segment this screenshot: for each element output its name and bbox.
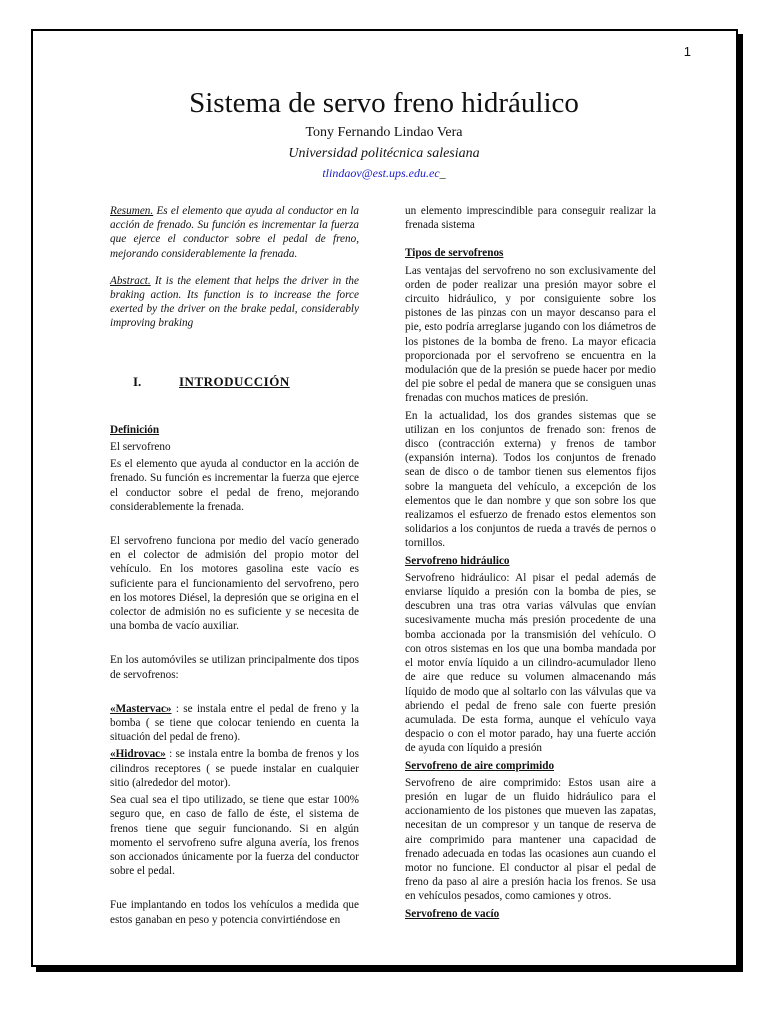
paragraph: Las ventajas del servofreno no son exclusivamente del orden de poder realizar una presión mayor sobre el circuito hidráulico, y por consiguiente sobre los pistones de las pinzas con un mayor descanso para el pie, esto podría arreglarse jugando con los diámetros de los pistones de la bomba de freno. La mayor eficacia proporcionada por el servofreno se encuentra en la modulación que de la presión se puede hacer por medio del pie sobre el pedal de manera que se consiguen unas frenadas con muchos matices de presión. — [405, 264, 656, 405]
paragraph: En los automóviles se utilizan principalmente dos tipos de servofrenos: — [110, 654, 359, 681]
abstract-es — [110, 204, 359, 261]
section-heading — [110, 375, 359, 389]
subheading-definicion: Definición — [110, 423, 160, 436]
subheading-hidraulico: Servofreno hidráulico — [405, 554, 510, 567]
paragraph: En la actualidad, los dos grandes sistemas que se utilizan en los conjuntos de frenado son: frenos de disco (contracción externa) y frenos de tambor (expansión interna). Todos los conjuntos de frenado sean de disco o de tambor tienen sus elementos fijos sobre la mangueta del vehículo, a excepción de los elementos que le dan nombre y que son sobre los que realizamos el esfuerzo de frenado estos elementos son solidarios a los conjuntos de rueda a través de pernos o tornillos. — [405, 409, 656, 550]
email-trailing-mark: _ — [439, 166, 446, 180]
paragraph: Es el elemento que ayuda al conductor en la acción de frenado. Su función es incrementar la fuerza que ejerce el conductor sobre el pedal de freno, mejorando considerablemente la frenada. — [110, 458, 359, 513]
abstract-en-label: Abstract. — [110, 274, 151, 287]
paragraph: un elemento imprescindible para conseguir realizar la frenada sistema — [405, 205, 656, 232]
author-email[interactable] — [0, 166, 768, 181]
abstract-es-label: Resumen. — [110, 205, 154, 217]
mastervac-paragraph — [110, 702, 359, 745]
right-column — [405, 204, 656, 924]
subheading-tipos: Tipos de servofrenos — [405, 247, 504, 260]
author-affiliation: Universidad politécnica salesiana — [288, 146, 480, 161]
paragraph: Servofreno hidráulico: Al pisar el pedal además de enviarse líquido a presión con la bomba de pies, se descubren una tras otra varias válvulas que envían sucesivamente mucha más presión procedente de una bomba accionada por la transmisión del vehículo. O con otros sistemas en los que una bomba mandada por el motor envía líquido a un cilindro-acumulador lleno de aire que reduce su volumen almacenando más líquido de modo que al soltarlo con las válvulas que va abriendo el pedal de freno sale con fuerte presión acumulada. De esta forma, aunque el vehículo vaya despacio o con el motor parado, hay una fuerte acción de ayuda con líquido a presión — [405, 571, 656, 755]
paper-title: Sistema de servo freno hidráulico — [189, 87, 579, 119]
mastervac-term: «Mastervac» — [110, 702, 172, 715]
section-title: INTRODUCCIÓN — [179, 373, 290, 389]
hidrovac-term: «Hidrovac» — [110, 748, 166, 761]
abstract-es-text: Es el elemento que ayuda al conductor en la acción de frenado. Su función es incrementar la fuerza que ejerce el conductor sobre el pedal de freno, mejorando considerablemente la frenada. — [110, 205, 359, 260]
mastervac-text: : se instala entre el pedal de freno y la bomba ( se tiene que colocar teniendo en cuenta la situación del pedal de freno). — [110, 702, 359, 744]
section-number: I. — [133, 373, 142, 389]
definicion-line: El servofreno — [110, 441, 171, 454]
email-address[interactable]: tlindaov@est.ups.edu.ec — [322, 166, 440, 180]
left-column — [110, 204, 359, 927]
subheading-vacio: Servofreno de vacío — [405, 907, 500, 920]
abstract-en — [110, 274, 359, 331]
paragraph: Fue implantando en todos los vehículos a medida que estos ganaban en peso y potencia convirtiéndose en — [110, 899, 359, 926]
page-number: 1 — [683, 44, 691, 59]
subheading-aire: Servofreno de aire comprimido — [405, 759, 555, 772]
paragraph: El servofreno funciona por medio del vacío generado en el colector de admisión del propio motor del vehículo. En los motores gasolina este vacío es suficiente para el funcionamiento del servofreno, pero en los motores Diésel, la depresión que se origina en el colector de admisión no es suficiente y se necesita de una bomba de vacío auxiliar. — [110, 535, 359, 633]
hidrovac-text: : se instala entre la bomba de frenos y los cilindros receptores ( se puede instalar en cualquier sitio (alrededor del motor). — [110, 748, 359, 789]
author-name: Tony Fernando Lindao Vera — [305, 125, 463, 140]
abstract-en-text: It is the element that helps the driver in the braking action. Its function is to increase the force exerted by the driver on the brake pedal, considerably improving braking — [110, 274, 359, 330]
paragraph: Servofreno de aire comprimido: Estos usan aire a presión en lugar de un fluido hidráulico para el accionamiento de los pistones que mueven las zapatas, necesitan de un compresor y un tanque de reserva de aire comprimido para mantener una capacidad de frenado adecuada en todas las ocasiones aun cuando el motor no funcione. El conductor al pisar el pedal de freno da paso al aire a presión hacia los frenos. Se usa en vehículos pesados, como camiones y otros. — [405, 776, 656, 903]
hidrovac-paragraph — [110, 747, 359, 790]
paragraph: Sea cual sea el tipo utilizado, se tiene que estar 100% seguro que, en caso de fallo de éste, el sistema de frenos tiene que seguir funcionando. Si en algún momento el servofreno sufre alguna avería, los frenos son accionados únicamente por la fuerza del conductor sobre el pedal. — [110, 794, 359, 878]
